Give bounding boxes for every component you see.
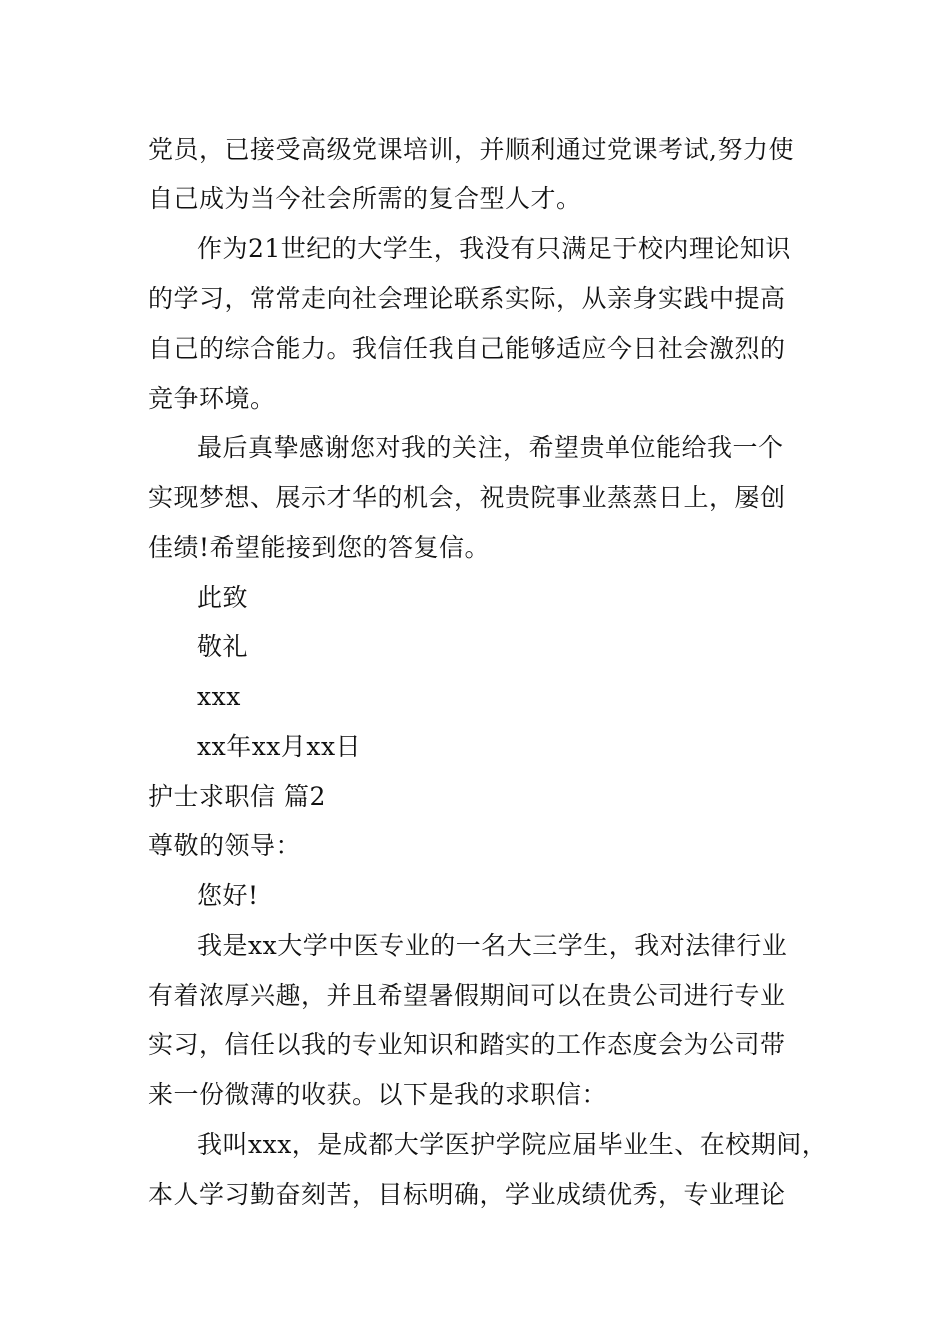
body-line: 自己的综合能力。我信任我自己能够适应今日社会激烈的	[148, 334, 786, 363]
closing-salutation: 此致	[197, 583, 249, 612]
body-line: 党员，已接受高级党课培训，并顺利通过党课考试,努力使	[148, 135, 794, 164]
body-line: 佳绩!希望能接到您的答复信。	[148, 533, 491, 562]
body-line: 实现梦想、展示才华的机会，祝贵院事业蒸蒸日上，屡创	[148, 483, 786, 512]
paragraph-start-line: 我叫xxx，是成都大学医护学院应届毕业生、在校期间，	[197, 1130, 828, 1159]
closing-regards: 敬礼	[197, 632, 249, 661]
body-line: 本人学习勤奋刻苦，目标明确，学业成绩优秀，专业理论	[148, 1180, 786, 1209]
letter-hello: 您好!	[197, 881, 259, 910]
paragraph-start-line: 我是xx大学中医专业的一名大三学生，我对法律行业	[197, 931, 788, 960]
paragraph-start-line: 最后真挚感谢您对我的关注，希望贵单位能给我一个	[197, 433, 784, 462]
letter-greeting: 尊敬的领导：	[148, 831, 302, 860]
signature-name: xxx	[197, 682, 241, 711]
body-line: 竞争环境。	[148, 384, 276, 413]
paragraph-start-line: 作为21世纪的大学生，我没有只满足于校内理论知识	[197, 234, 791, 263]
body-line: 来一份微薄的收获。以下是我的求职信：	[148, 1080, 608, 1109]
body-line: 自己成为当今社会所需的复合型人才。	[148, 184, 582, 213]
body-line: 的学习，常常走向社会理论联系实际，从亲身实践中提高	[148, 284, 786, 313]
body-line: 实习，信任以我的专业知识和踏实的工作态度会为公司带	[148, 1030, 786, 1059]
signature-date: xx年xx月xx日	[197, 732, 362, 761]
section-heading: 护士求职信 篇2	[148, 782, 326, 811]
body-line: 有着浓厚兴趣，并且希望暑假期间可以在贵公司进行专业	[148, 981, 786, 1010]
